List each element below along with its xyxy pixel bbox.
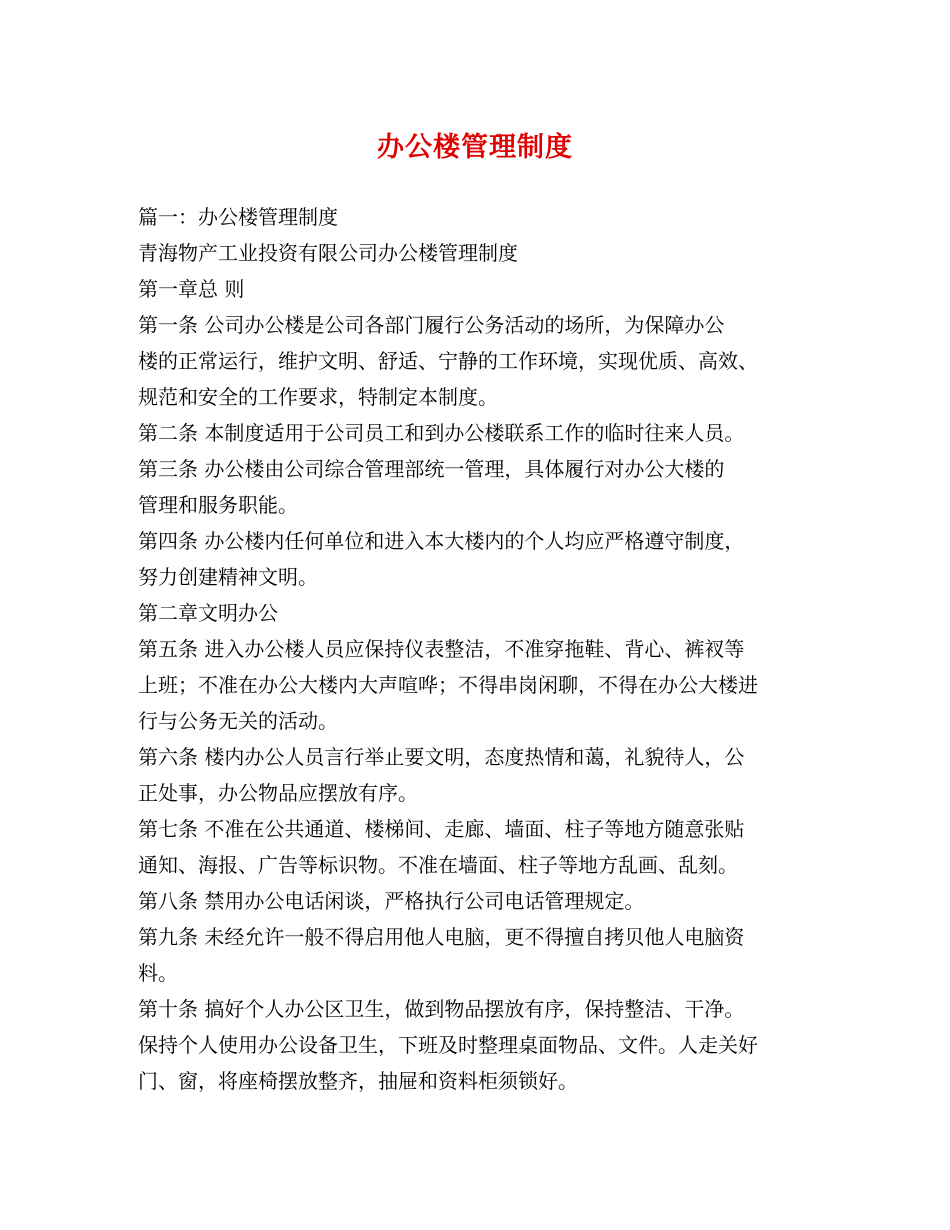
text-line: 楼的正常运行，维护文明、舒适、宁静的工作环境，实现优质、高效、 <box>138 349 758 373</box>
document-title: 办公楼管理制度 <box>377 132 573 163</box>
text-line: 第八条 禁用办公电话闲谈，严格执行公司电话管理规定。 <box>138 889 645 913</box>
text-line: 第七条 不准在公共通道、楼梯间、走廊、墙面、柱子等地方随意张贴 <box>138 817 745 841</box>
text-line: 第六条 楼内办公人员言行举止要文明，态度热情和蔼，礼貌待人，公 <box>138 745 745 769</box>
text-line: 青海物产工业投资有限公司办公楼管理制度 <box>138 241 518 265</box>
text-line: 第十条 搞好个人办公区卫生，做到物品摆放有序，保持整洁、干净。 <box>138 997 745 1021</box>
text-line: 第二条 本制度适用于公司员工和到办公楼联系工作的临时往来人员。 <box>138 421 745 445</box>
text-line: 篇一：办公楼管理制度 <box>138 205 338 229</box>
text-line: 努力创建精神文明。 <box>138 565 318 589</box>
text-line: 管理和服务职能。 <box>138 493 298 517</box>
text-line: 正处事，办公物品应摆放有序。 <box>138 781 418 805</box>
text-line: 规范和安全的工作要求，特制定本制度。 <box>138 385 498 409</box>
chapter-heading: 第一章总 则 <box>138 277 245 301</box>
text-line: 第一条 公司办公楼是公司各部门履行公务活动的场所，为保障办公 <box>138 313 725 337</box>
text-line: 通知、海报、广告等标识物。不准在墙面、柱子等地方乱画、乱刻。 <box>138 853 738 877</box>
text-line: 第三条 办公楼由公司综合管理部统一管理，具体履行对办公大楼的 <box>138 457 725 481</box>
text-line: 第九条 未经允许一般不得启用他人电脑，更不得擅自拷贝他人电脑资 <box>138 925 745 949</box>
text-line: 保持个人使用办公设备卫生，下班及时整理桌面物品、文件。人走关好 <box>138 1033 758 1057</box>
text-line: 行与公务无关的活动。 <box>138 709 338 733</box>
chapter-heading: 第二章文明办公 <box>138 601 278 625</box>
text-line: 门、窗，将座椅摆放整齐，抽屉和资料柜须锁好。 <box>138 1069 578 1093</box>
text-line: 第五条 进入办公楼人员应保持仪表整洁，不准穿拖鞋、背心、裤衩等 <box>138 637 745 661</box>
text-line: 料。 <box>138 961 178 985</box>
text-line: 上班；不准在办公大楼内大声喧哗；不得串岗闲聊，不得在办公大楼进 <box>138 673 758 697</box>
text-line: 第四条 办公楼内任何单位和进入本大楼内的个人均应严格遵守制度， <box>138 529 745 553</box>
